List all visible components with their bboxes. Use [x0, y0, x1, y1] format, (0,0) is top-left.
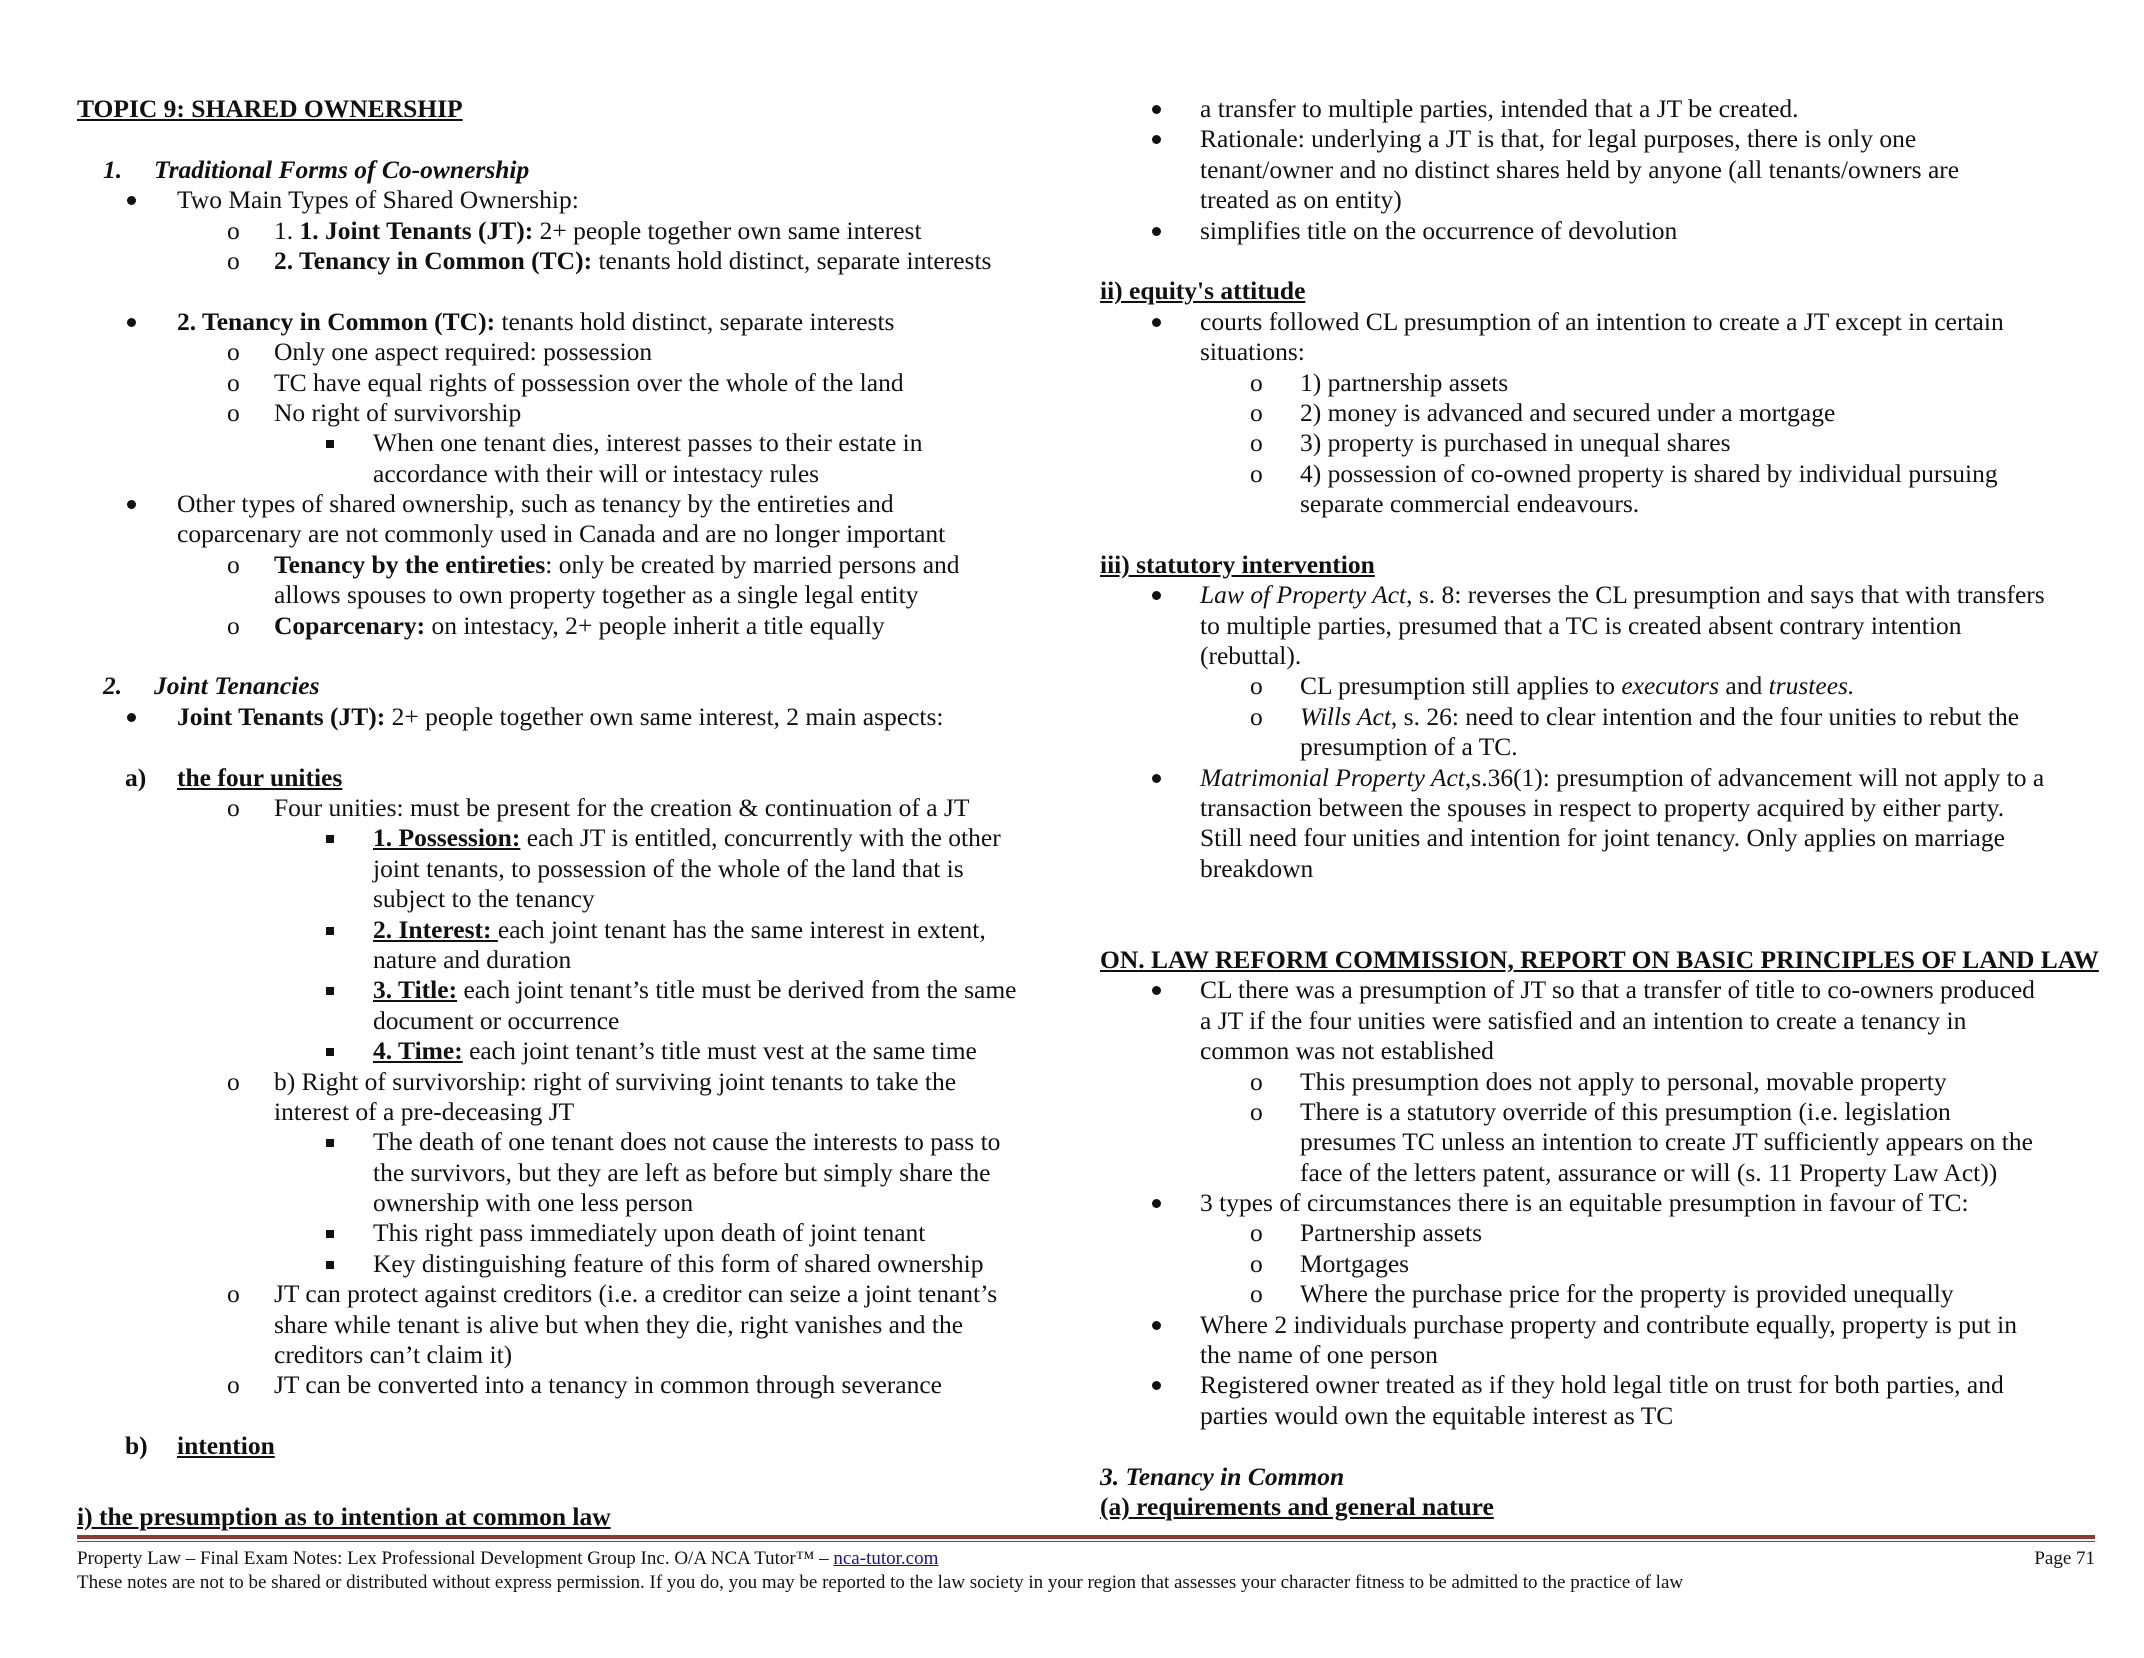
footer-rule — [77, 1535, 2095, 1539]
list-item: Rationale: underlying a JT is that, for legal purposes, there is only one — [1100, 124, 2100, 154]
list-item: a transfer to multiple parties, intended that a JT be created. — [1100, 94, 2100, 124]
left-column: TOPIC 9: SHARED OWNERSHIP 1. Traditional Forms of Co-ownership Two Main Types of Shared Ownership: o 1. 1. Joint Tenants (JT): 2+ people together own same interest o 2. Tenancy in Common (TC): tenants hold distinct, separate interests 2. Tenancy in Common (TC): tenants hold distinct, separate interests o Only one aspect required: possession o TC have equal rights of possession over the whole of the land o No right of survivorship When one tenant dies, interest passes to their estate in accordance with their will or intestacy rules Other types of shared ownership, such as tenancy by the entireties and coparcenary are not commonly used in Canada and are no longer important o Tenancy by the entireties: only be created by married persons and allows spouses to own property together as a single legal entity o Coparcenary: on intestacy, 2+ people inherit a title equally 2. Joint Tenancies Joint Tenants (JT): 2+ people together own same interest, 2 main aspects: a) the four unities o Four unities: must be present for the creation & continuation of a JT 1. Possession: each JT is entitled, concurrently with the other joint tenants, to possession of the whole of the land that is subject to the tenancy 2. Interest: each joint tenant has the same interest in extent, nature and duration 3. Title: each joint tenant’s title must be derived from the same document or occurrence 4. Time: each joint tenant’s title must vest at the same time o b) Right of survivorship: right of surviving joint tenants to take the interest of a pre-deceasing JT The death of one tenant does not cause the interests to pass to the survivors, but they are left as before but simply share the ownership with one less person This right pass immediately upon death of joint tenant Key distinguishing feature of this form of shared ownership o JT can protect against creditors (i.e. a creditor can seize a joint tenant’s share while tenant is alive but when they die, right vanishes and the creditors can’t claim it) o JT can be converted into a tenancy in common through severance b) intention i) the presumption as to intention at common law — [77, 94, 1067, 1532]
bullet-icon — [127, 500, 136, 509]
square-bullet-icon — [326, 1048, 334, 1056]
list-item: o Wills Act, s. 26: need to clear intention and the four unities to rebut the — [1250, 701, 2020, 731]
list-item: o JT can be converted into a tenancy in common through severance — [227, 1370, 942, 1400]
footer-link[interactable]: nca-tutor.com — [833, 1548, 939, 1569]
list-item: o There is a statutory override of this presumption (i.e. legislation — [1250, 1096, 1951, 1126]
bullet-icon — [1152, 986, 1161, 995]
list-item: 4. Time: each joint tenant’s title must vest at the same time — [77, 1036, 1067, 1066]
bullet-icon — [127, 318, 136, 327]
list-item: o Only one aspect required: possession — [227, 337, 653, 367]
square-bullet-icon — [326, 927, 334, 935]
list-item: CL there was a presumption of JT so that a transfer of title to co-owners produced — [1100, 975, 2100, 1005]
list-item: 2. Tenancy in Common (TC): tenants hold distinct, separate interests — [77, 307, 1067, 337]
subsection-heading: b) intention — [125, 1431, 275, 1461]
bullet-icon — [1152, 591, 1161, 600]
subsection-heading: a) the four unities — [125, 762, 343, 792]
list-item: This right pass immediately upon death of joint tenant — [77, 1218, 1067, 1248]
page-number: Page 71 — [2034, 1548, 2095, 1569]
bullet-icon — [1152, 105, 1161, 114]
list-item: o This presumption does not apply to personal, movable property — [1250, 1066, 1947, 1096]
bullet-icon — [1152, 1199, 1161, 1208]
topic-title: TOPIC 9: SHARED OWNERSHIP — [77, 94, 463, 123]
bullet-icon — [1152, 1321, 1161, 1330]
list-item: Key distinguishing feature of this form of shared ownership — [77, 1249, 1067, 1279]
list-item: 3. Title: each joint tenant’s title must be derived from the same — [77, 975, 1067, 1005]
square-bullet-icon — [326, 1230, 334, 1238]
list-item: The death of one tenant does not cause the interests to pass to — [77, 1127, 1067, 1157]
section-heading: 3. Tenancy in Common — [1100, 1461, 1345, 1491]
bullet-icon — [1152, 1381, 1161, 1390]
list-item: o 2) money is advanced and secured under a mortgage — [1250, 397, 1836, 427]
section-heading: 1. Traditional Forms of Co-ownership — [103, 154, 530, 184]
list-item: o 4) possession of co-owned property is shared by individual pursuing — [1250, 458, 1998, 488]
list-item: o No right of survivorship — [227, 397, 522, 427]
list-item: When one tenant dies, interest passes to their estate in — [77, 428, 1067, 458]
section-heading: 2. Joint Tenancies — [103, 671, 320, 701]
subsection-heading: ii) equity's attitude — [1100, 276, 1306, 306]
list-item: simplifies title on the occurrence of devolution — [1100, 216, 2100, 246]
bullet-icon — [127, 196, 136, 205]
footer-rule-thin — [77, 1541, 2095, 1542]
square-bullet-icon — [326, 1261, 334, 1269]
square-bullet-icon — [326, 835, 334, 843]
list-item: o 2. Tenancy in Common (TC): tenants hold distinct, separate interests — [227, 245, 992, 275]
list-item: o Four unities: must be present for the creation & continuation of a JT — [227, 792, 970, 822]
subsection-heading: i) the presumption as to intention at common law — [77, 1501, 611, 1531]
list-item: Matrimonial Property Act,s.36(1): presumption of advancement will not apply to a — [1100, 763, 2100, 793]
list-item: Two Main Types of Shared Ownership: — [77, 185, 1067, 215]
list-item: o 1) partnership assets — [1250, 367, 1509, 397]
list-item: courts followed CL presumption of an intention to create a JT except in certain — [1100, 307, 2100, 337]
square-bullet-icon — [326, 1139, 334, 1147]
subsection-heading: iii) statutory intervention — [1100, 549, 1375, 579]
list-item: o 3) property is purchased in unequal shares — [1250, 428, 1731, 458]
list-item: Joint Tenants (JT): 2+ people together own same interest, 2 main aspects: — [77, 702, 1067, 732]
list-item: o CL presumption still applies to executors and trustees. — [1250, 671, 1855, 701]
list-item: Registered owner treated as if they hold legal title on trust for both parties, and — [1100, 1370, 2100, 1400]
list-item: 1. Possession: each JT is entitled, concurrently with the other — [77, 823, 1067, 853]
right-column: a transfer to multiple parties, intended that a JT be created. Rationale: underlying a JT is that, for legal purposes, there is only one tenant/owner and no distinct shares held by anyone (all tenants/owners are treated as on entity) simplifies title on the occurrence of devolution ii) equity's attitude courts followed CL presumption of an intention to create a JT except in certain situations: o 1) partnership assets o 2) money is advanced and secured under a mortgage o 3) property is purchased in unequal shares o 4) possession of co-owned property is shared by individual pursuing separate commercial endeavours. iii) statutory intervention Law of Property Act, s. 8: reverses the CL presumption and says that with transfers to multiple parties, presumed that a TC is created absent contrary intention (rebuttal). o CL presumption still applies to executors and trustees. o Wills Act, s. 26: need to clear intention and the four unities to rebut the presumption of a TC. Matrimonial Property Act,s.36(1): presumption of advancement will not apply to a transaction between the spouses in respect to property acquired by either party. Still need four unities and intention for joint tenancy. Only applies on marriage breakdown ON. LAW REFORM COMMISSION, REPORT ON BASIC PRINCIPLES OF LAND LAW CL there was a presumption of JT so that a transfer of title to co-owners produced a JT if the four unities were satisfied and an intention to create a tenancy in common was not established o This presumption does not apply to personal, movable property o There is a statutory override of this presumption (i.e. legislation presumes TC unless an intention to create JT sufficiently appears on the face of the letters patent, assurance or will (s. 11 Property Law Act)) 3 types of circumstances there is an equitable presumption in favour of TC: o Partnership assets o Mortgages o Where the purchase price for the property is provided unequally Where 2 individuals purchase property and contribute equally, property is put in the name of one person Registered owner treated as if they hold legal title on trust for both parties, and parties would own the equitable interest as TC 3. Tenancy in Common (a) requirements and general nature — [1100, 94, 2099, 1521]
bullet-icon — [1152, 318, 1161, 327]
footer-disclaimer: These notes are not to be shared or distributed without express permission. If you do, you may be reported to the law society in your region that assesses your character fitness to be admitted to the practice of law — [77, 1572, 1684, 1593]
page-footer: Property Law – Final Exam Notes: Lex Professional Development Group Inc. O/A NCA Tutor™ – nca-tutor.com Page 71 These notes are not to be shared or distributed without express permission. If you do, you may be reported to the law society in your region that assesses your character fitness to be admitted to the practice of law — [77, 1548, 2095, 1593]
list-item: o Coparcenary: on intestacy, 2+ people inherit a title equally — [227, 610, 885, 640]
list-item: 2. Interest: each joint tenant has the same interest in extent, — [77, 915, 1067, 945]
subsection-heading: ON. LAW REFORM COMMISSION, REPORT ON BASIC PRINCIPLES OF LAND LAW — [1100, 944, 2099, 974]
subsection-heading: (a) requirements and general nature — [1100, 1491, 1494, 1521]
list-item: o 1. 1. Joint Tenants (JT): 2+ people together own same interest — [227, 215, 922, 245]
list-item: o Tenancy by the entireties: only be created by married persons and — [227, 549, 960, 579]
square-bullet-icon — [326, 987, 334, 995]
list-item: o b) Right of survivorship: right of surviving joint tenants to take the — [227, 1066, 957, 1096]
list-item: Law of Property Act, s. 8: reverses the CL presumption and says that with transfers — [1100, 580, 2100, 610]
list-item: o Mortgages — [1250, 1248, 1410, 1278]
list-item: o JT can protect against creditors (i.e. a creditor can seize a joint tenant’s — [227, 1279, 998, 1309]
list-item: o Where the purchase price for the property is provided unequally — [1250, 1279, 1954, 1309]
list-item: o Partnership assets — [1250, 1218, 1483, 1248]
list-item: Other types of shared ownership, such as tenancy by the entireties and — [77, 489, 1067, 519]
bullet-icon — [127, 713, 136, 722]
list-item: o TC have equal rights of possession over the whole of the land — [227, 367, 904, 397]
bullet-icon — [1152, 135, 1161, 144]
list-item: 3 types of circumstances there is an equitable presumption in favour of TC: — [1100, 1188, 2100, 1218]
bullet-icon — [1152, 774, 1161, 783]
list-item: Where 2 individuals purchase property and contribute equally, property is put in — [1100, 1310, 2100, 1340]
bullet-icon — [1152, 227, 1161, 236]
square-bullet-icon — [326, 440, 334, 448]
